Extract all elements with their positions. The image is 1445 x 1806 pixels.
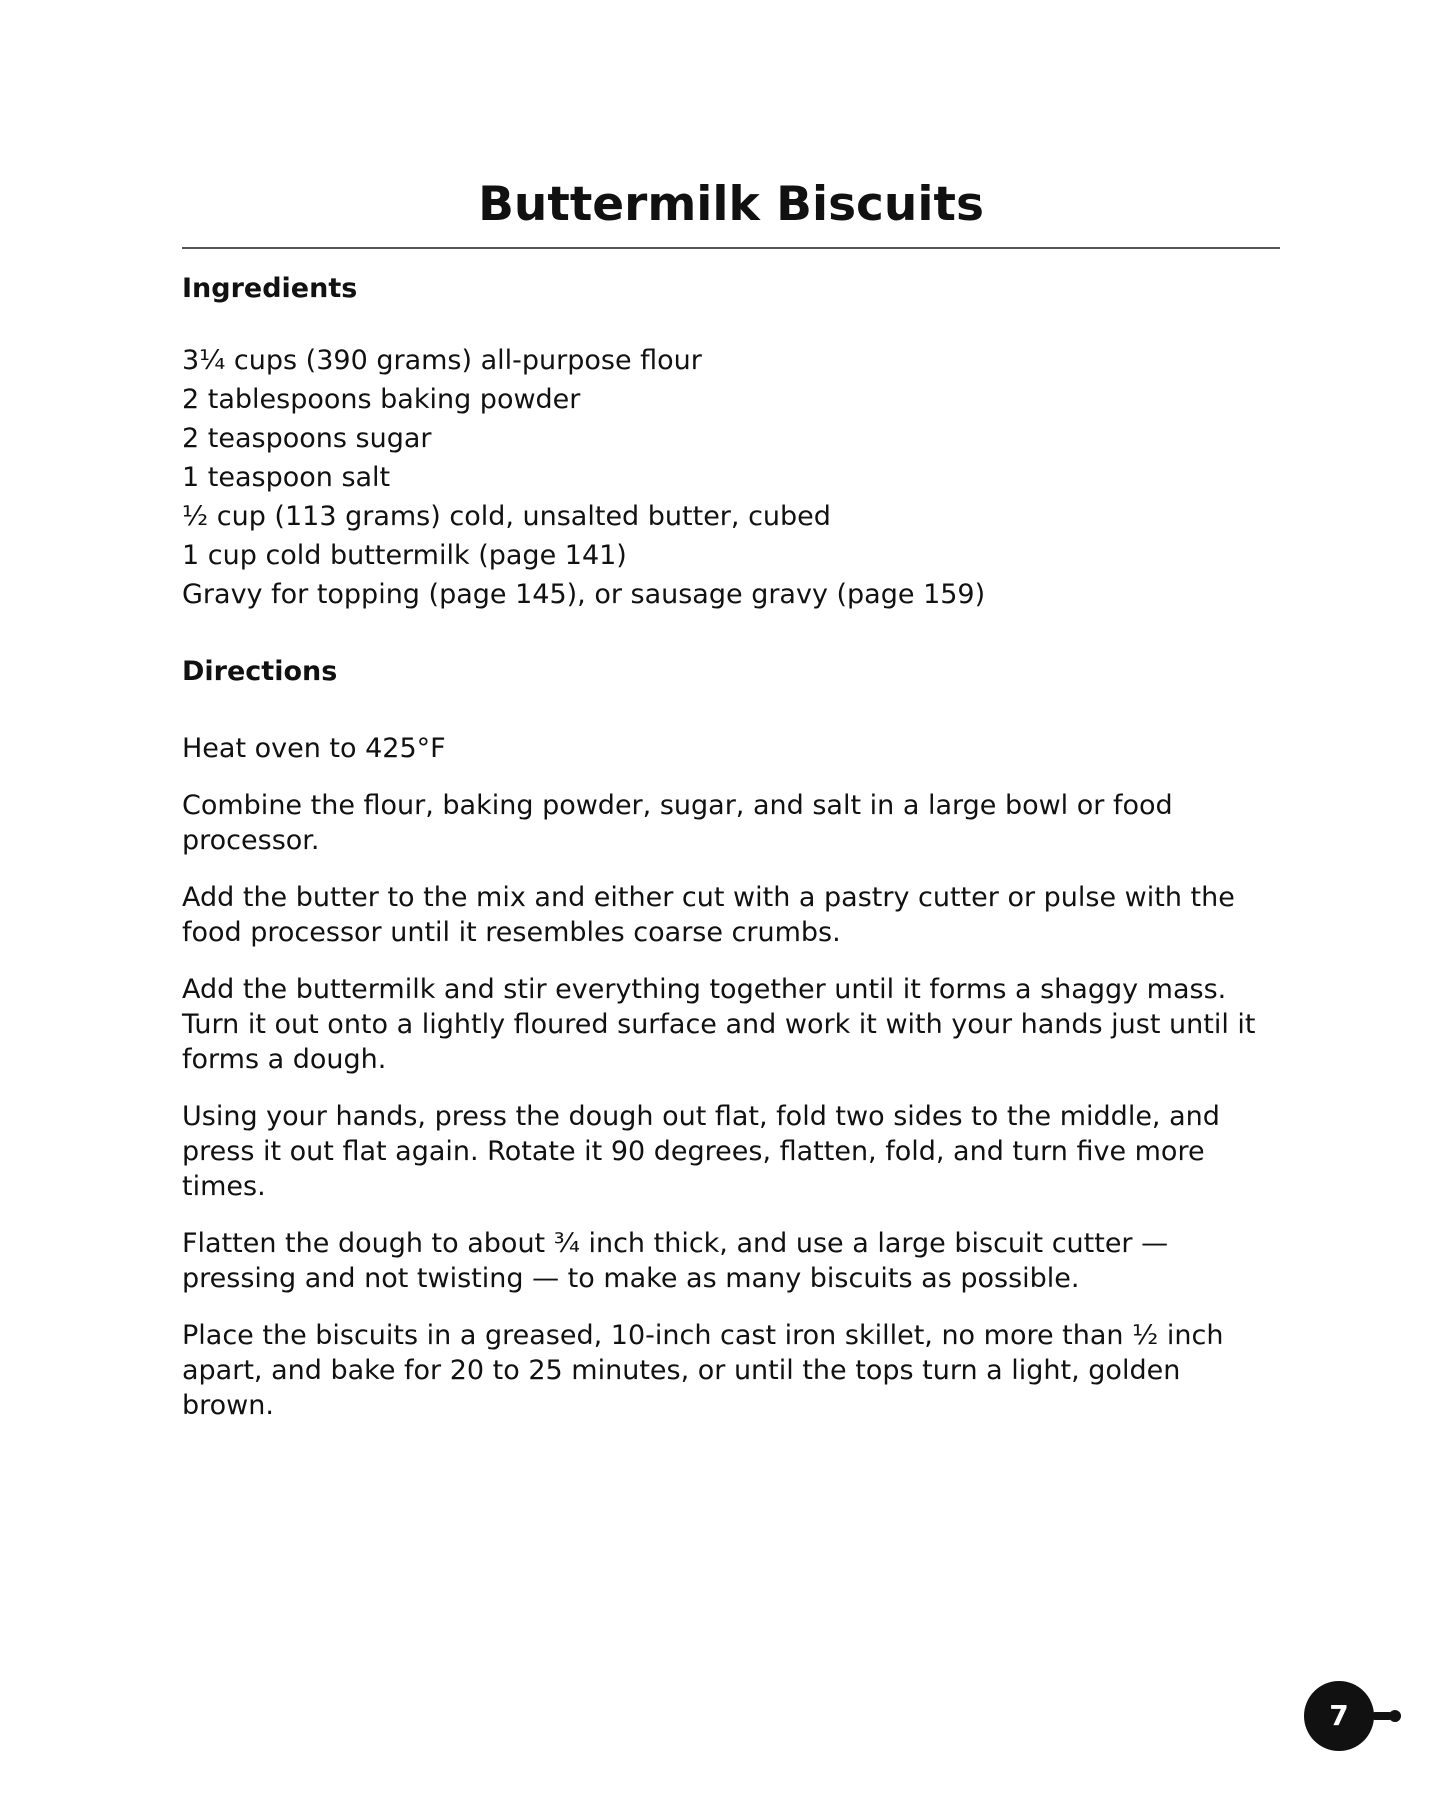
direction-step: Using your hands, press the dough out flat, fold two sides to the middle, and press it out flat again. Rotate it 90 degrees, flatten, fold, and turn five more times. xyxy=(182,1101,1220,1202)
ingredient-item: 1 teaspoon salt xyxy=(182,462,391,493)
ingredients-heading: Ingredients xyxy=(182,273,358,304)
direction-step: Add the butter to the mix and either cut with a pastry cutter or pulse with the food processor until it resembles coarse crumbs. xyxy=(182,882,1235,948)
ingredient-item: Gravy for topping (page 145), or sausage gravy (page 159) xyxy=(182,579,986,610)
ingredient-item: 1 cup cold buttermilk (page 141) xyxy=(182,540,627,571)
page-number-badge xyxy=(1303,1680,1403,1752)
direction-step: Place the biscuits in a greased, 10-inch cast iron skillet, no more than ½ inch apart, and bake for 20 to 25 minutes, or until the tops turn a light, golden brown. xyxy=(182,1320,1224,1421)
ingredient-item: 2 teaspoons sugar xyxy=(182,423,432,454)
directions-list xyxy=(182,731,1280,1445)
direction-step: Add the buttermilk and stir everything together until it forms a shaggy mass. Turn it out onto a lightly floured surface and work it with your hands just until it forms a dough. xyxy=(182,974,1256,1075)
ingredient-item: 2 tablespoons baking powder xyxy=(182,384,581,415)
directions-heading: Directions xyxy=(182,656,338,687)
ingredients-list xyxy=(182,341,1280,614)
direction-step: Flatten the dough to about ¾ inch thick, and use a large biscuit cutter — pressing and not twisting — to make as many biscuits as possible. xyxy=(182,1228,1169,1294)
ingredient-item: ½ cup (113 grams) cold, unsalted butter, cubed xyxy=(182,501,831,532)
direction-step: Heat oven to 425°F xyxy=(182,733,446,764)
direction-step: Combine the flour, baking powder, sugar, and salt in a large bowl or food processor. xyxy=(182,790,1173,856)
recipe-title: Buttermilk Biscuits xyxy=(478,177,984,232)
page-number: 7 xyxy=(1329,1699,1349,1732)
ingredient-item: 3¼ cups (390 grams) all-purpose flour xyxy=(182,345,702,376)
title-divider xyxy=(182,247,1280,249)
